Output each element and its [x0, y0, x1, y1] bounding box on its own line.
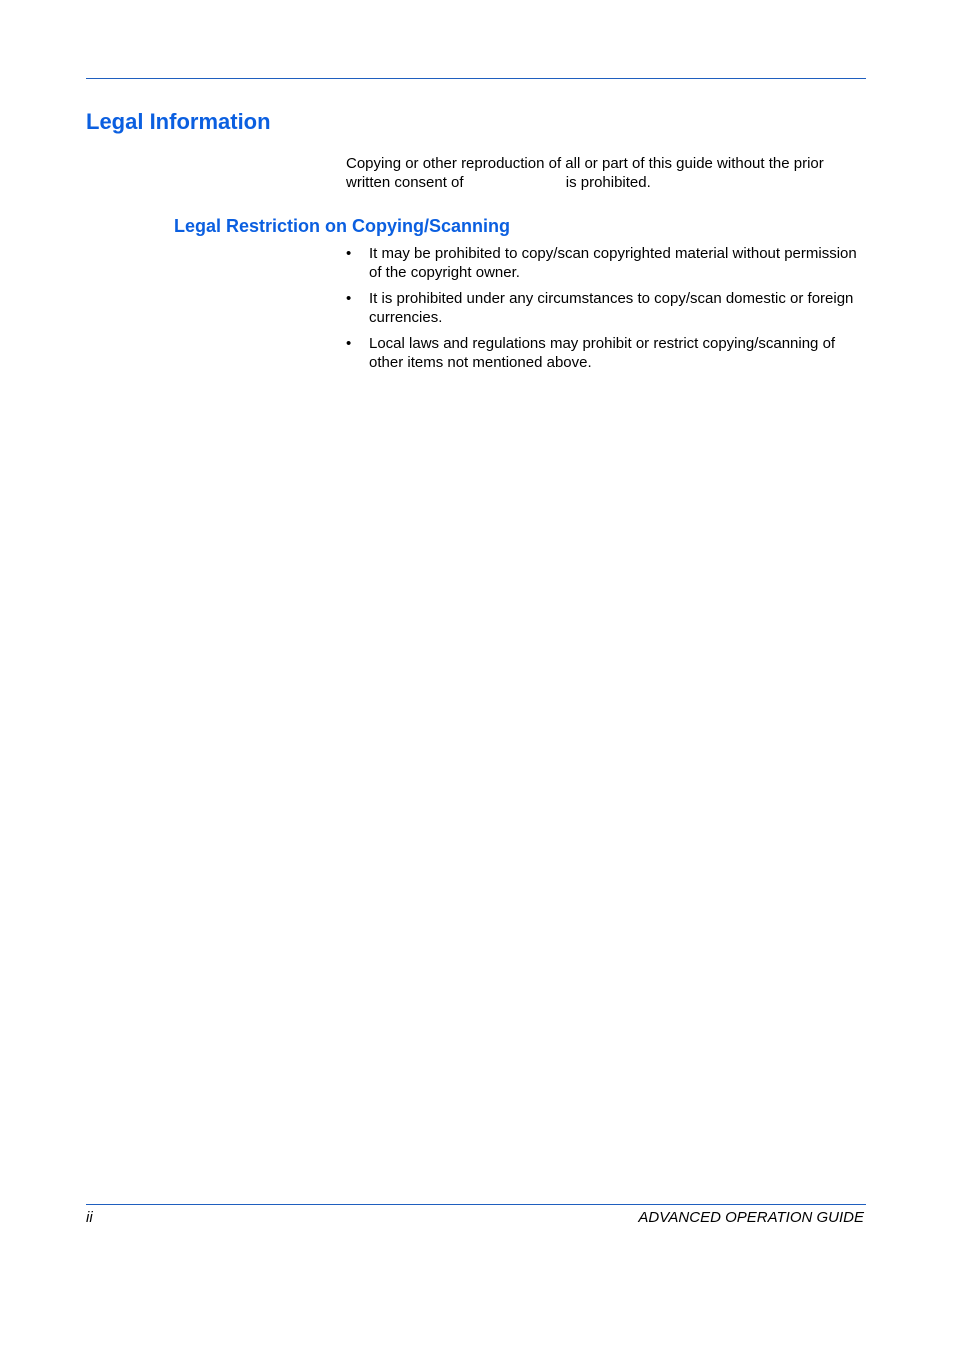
intro-text-before: Copying or other reproduction of all or part of this guide without the prior written consent of: [346, 155, 824, 191]
list-item: [346, 289, 868, 327]
bullet-icon: •: [346, 290, 352, 307]
footer-rule: [86, 1204, 866, 1205]
list-item: [346, 244, 868, 282]
intro-text-after: is prohibited.: [565, 174, 651, 191]
page-heading: Legal Information: [86, 109, 271, 134]
footer-guide-title: ADVANCED OPERATION GUIDE: [638, 1209, 864, 1226]
bullet-icon: •: [346, 335, 352, 352]
list-item-text: It is prohibited under any circumstances to copy/scan domestic or foreign currencies.: [369, 290, 854, 326]
list-item-text: It may be prohibited to copy/scan copyrighted material without permission of the copyright owner.: [369, 245, 857, 281]
section-subheading: Legal Restriction on Copying/Scanning: [174, 216, 511, 236]
list-item-text: Local laws and regulations may prohibit or restrict copying/scanning of other items not mentioned above.: [369, 335, 836, 371]
bullet-icon: •: [346, 245, 352, 262]
header-rule: [86, 78, 866, 79]
page-number: ii: [86, 1209, 93, 1226]
list-item: [346, 334, 868, 372]
intro-paragraph: [346, 154, 866, 192]
restriction-list: [346, 244, 868, 379]
